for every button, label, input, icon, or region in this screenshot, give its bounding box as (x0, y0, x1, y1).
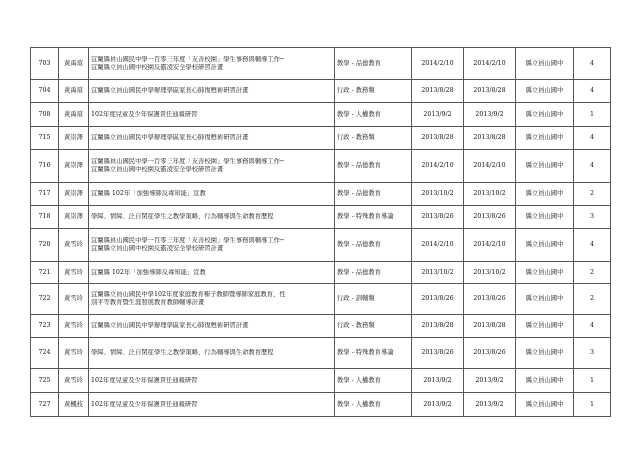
course-title-cell (89, 369, 335, 393)
school-cell: 縣立員山國中 (516, 103, 574, 127)
start-date-cell: 2013/9/2 (412, 369, 464, 393)
table-row (31, 48, 611, 80)
course-title-line: 102年度兒童及少年保護責任通報研習 (91, 400, 198, 408)
end-date-cell: 2013/8/28 (464, 315, 516, 338)
hours-cell: 3 (574, 338, 611, 369)
record-id-cell: 724 (31, 338, 59, 369)
start-date-cell: 2013/8/28 (412, 127, 464, 150)
course-title-line: 宜蘭縣立員山國民中學辦理學區家長心肺復甦術研習計畫 (91, 134, 249, 141)
school-cell: 縣立員山國中 (516, 369, 574, 393)
course-title-line: 學障、情障、泛自閉症學生之教學策略、行為輔導與生命教育歷程 (91, 349, 274, 356)
hours-cell: 2 (574, 183, 611, 206)
end-date-cell: 2014/2/10 (464, 48, 516, 80)
hours-cell: 4 (574, 150, 611, 183)
record-id-cell: 722 (31, 284, 59, 315)
end-date-cell: 2014/2/10 (464, 229, 516, 262)
school-cell: 縣立員山國中 (516, 48, 574, 80)
course-title-line: 宜蘭縣立員山國民中學102年度家庭教育種子教師暨導師家庭教育、性 (91, 291, 286, 298)
start-date-cell: 2013/10/2 (412, 262, 464, 284)
record-id-cell: 718 (31, 206, 59, 229)
start-date-cell: 2013/9/2 (412, 393, 464, 417)
course-title-cell (89, 229, 335, 262)
table-body (31, 48, 611, 417)
end-date-cell: 2013/9/2 (464, 369, 516, 393)
table-row (31, 80, 611, 103)
hours-cell: 4 (574, 315, 611, 338)
start-date-cell: 2013/9/2 (412, 103, 464, 127)
end-date-cell: 2013/10/2 (464, 183, 516, 206)
school-cell: 縣立員山國中 (516, 393, 574, 417)
category-cell: 教學 - 人權教育 (335, 369, 412, 393)
course-title-line: 102年度兒童及少年保護責任通報研習 (91, 110, 198, 118)
hours-cell: 4 (574, 48, 611, 80)
course-title-cell (89, 262, 335, 284)
category-cell: 教學 - 特殊教育導論 (335, 206, 412, 229)
start-date-cell: 2014/2/10 (412, 150, 464, 183)
table-row (31, 393, 611, 417)
teacher-name-cell: 黃雪玲 (59, 229, 89, 262)
course-title-cell (89, 206, 335, 229)
end-date-cell: 2013/9/2 (464, 393, 516, 417)
teacher-name-cell: 黃禹瑄 (59, 103, 89, 127)
course-title-line: 宜蘭縣立員山國民中學辦理學區家長心肺復甦術研習計畫 (91, 322, 249, 329)
school-cell: 縣立員山國中 (516, 315, 574, 338)
course-title-cell (89, 315, 335, 338)
course-title-line: 宜蘭縣立員山國中校園反霸凌安全學校研習計畫 (91, 63, 224, 71)
start-date-cell: 2013/10/2 (412, 183, 464, 206)
table-row (31, 338, 611, 369)
table-row (31, 369, 611, 393)
category-cell: 教學 - 品德教育 (335, 183, 412, 206)
end-date-cell: 2013/8/26 (464, 338, 516, 369)
school-cell: 縣立員山國中 (516, 127, 574, 150)
start-date-cell: 2014/2/10 (412, 229, 464, 262)
teacher-name-cell: 黃崇澤 (59, 127, 89, 150)
category-cell: 教學 - 人權教育 (335, 103, 412, 127)
record-id-cell: 708 (31, 103, 59, 127)
start-date-cell: 2014/2/10 (412, 48, 464, 80)
teacher-name-cell: 黃崇澤 (59, 183, 89, 206)
teacher-name-cell: 黃雪玲 (59, 369, 89, 393)
table-row (31, 127, 611, 150)
table-row (31, 206, 611, 229)
teacher-name-cell: 黃雪玲 (59, 338, 89, 369)
record-id-cell: 704 (31, 80, 59, 103)
school-cell: 縣立員山國中 (516, 338, 574, 369)
end-date-cell: 2013/10/2 (464, 262, 516, 284)
course-title-line: 宜蘭縣員山國民中學一百零三年度「友善校園」學生事務與輔導工作─ (91, 55, 284, 63)
teacher-name-cell: 黃禹瑄 (59, 80, 89, 103)
school-cell: 縣立員山國中 (516, 284, 574, 315)
end-date-cell: 2013/9/2 (464, 103, 516, 127)
teacher-name-cell: 黃雪玲 (59, 262, 89, 284)
start-date-cell: 2013/8/28 (412, 80, 464, 103)
hours-cell: 4 (574, 80, 611, 103)
school-cell: 縣立員山國中 (516, 229, 574, 262)
course-title-cell (89, 80, 335, 103)
training-records-table (30, 47, 611, 417)
school-cell: 縣立員山國中 (516, 80, 574, 103)
record-id-cell: 727 (31, 393, 59, 417)
end-date-cell: 2014/2/10 (464, 150, 516, 183)
course-title-cell (89, 393, 335, 417)
hours-cell: 4 (574, 127, 611, 150)
category-cell: 教學 - 品德教育 (335, 262, 412, 284)
hours-cell: 2 (574, 262, 611, 284)
hours-cell: 3 (574, 206, 611, 229)
teacher-name-cell: 黃禹瑄 (59, 48, 89, 80)
course-title-line: 學障、情障、泛自閉症學生之教學策略、行為輔導與生命教育歷程 (91, 213, 274, 220)
end-date-cell: 2013/8/28 (464, 127, 516, 150)
school-cell: 縣立員山國中 (516, 150, 574, 183)
record-id-cell: 717 (31, 183, 59, 206)
start-date-cell: 2013/8/26 (412, 284, 464, 315)
category-cell: 教學 - 特殊教育導論 (335, 338, 412, 369)
course-title-line: 宜蘭縣立員山國中校園反霸凌安全學校研習計畫 (91, 166, 224, 173)
course-title-line: 宜蘭縣員山國民中學一百零三年度「友善校園」學生事務與輔導工作─ (91, 237, 284, 244)
record-id-cell: 721 (31, 262, 59, 284)
course-title-line: 102年度兒童及少年保護責任通報研習 (91, 376, 198, 384)
category-cell: 行政 - 教務類 (335, 127, 412, 150)
start-date-cell: 2013/8/26 (412, 338, 464, 369)
course-title-line: 宜蘭縣立員山國民中學辦理學區家長心肺復甦術研習計畫 (91, 87, 249, 94)
course-title-line: 宜蘭縣立員山國中校園反霸凌安全學校研習計畫 (91, 245, 224, 252)
table-row (31, 315, 611, 338)
school-cell: 縣立員山國中 (516, 183, 574, 206)
course-title-line: 宜蘭縣 102年「加強導師反毒知能」宣教 (91, 268, 206, 276)
course-title-cell (89, 48, 335, 80)
record-id-cell: 723 (31, 315, 59, 338)
end-date-cell: 2013/8/26 (464, 206, 516, 229)
table-row (31, 183, 611, 206)
end-date-cell: 2013/8/28 (464, 80, 516, 103)
school-cell: 縣立員山國中 (516, 206, 574, 229)
record-id-cell: 725 (31, 369, 59, 393)
course-title-cell (89, 338, 335, 369)
hours-cell: 1 (574, 103, 611, 127)
course-title-cell (89, 103, 335, 127)
table-row (31, 150, 611, 183)
teacher-name-cell: 黃崇澤 (59, 206, 89, 229)
course-title-line: 宜蘭縣 102年「加強導師反毒知能」宣教 (91, 190, 206, 197)
record-id-cell: 715 (31, 127, 59, 150)
teacher-name-cell: 黃楓枝 (59, 393, 89, 417)
category-cell: 教學 - 品德教育 (335, 48, 412, 80)
table-row (31, 229, 611, 262)
hours-cell: 1 (574, 393, 611, 417)
table-row (31, 103, 611, 127)
category-cell: 教學 - 品德教育 (335, 150, 412, 183)
school-cell: 縣立員山國中 (516, 262, 574, 284)
course-title-line: 宜蘭縣員山國民中學一百零三年度「友善校園」學生事務與輔導工作─ (91, 158, 284, 165)
hours-cell: 1 (574, 369, 611, 393)
category-cell: 行政 - 教務類 (335, 315, 412, 338)
teacher-name-cell: 黃雪玲 (59, 315, 89, 338)
start-date-cell: 2013/8/28 (412, 315, 464, 338)
teacher-name-cell: 黃崇澤 (59, 150, 89, 183)
course-title-cell (89, 150, 335, 183)
course-title-line: 別平等教育暨生涯發展教育教師輔導計畫 (91, 299, 205, 306)
end-date-cell: 2013/8/26 (464, 284, 516, 315)
record-id-cell: 716 (31, 150, 59, 183)
record-id-cell: 720 (31, 229, 59, 262)
course-title-cell (89, 127, 335, 150)
course-title-cell (89, 183, 335, 206)
category-cell: 行政 - 教務類 (335, 80, 412, 103)
course-title-cell (89, 284, 335, 315)
category-cell: 教學 - 品德教育 (335, 229, 412, 262)
table-row (31, 284, 611, 315)
record-id-cell: 703 (31, 48, 59, 80)
hours-cell: 2 (574, 284, 611, 315)
start-date-cell: 2013/8/26 (412, 206, 464, 229)
teacher-name-cell: 黃雪玲 (59, 284, 89, 315)
category-cell: 教學 - 人權教育 (335, 393, 412, 417)
table-row (31, 262, 611, 284)
category-cell: 行政 - 訓輔類 (335, 284, 412, 315)
hours-cell: 4 (574, 229, 611, 262)
